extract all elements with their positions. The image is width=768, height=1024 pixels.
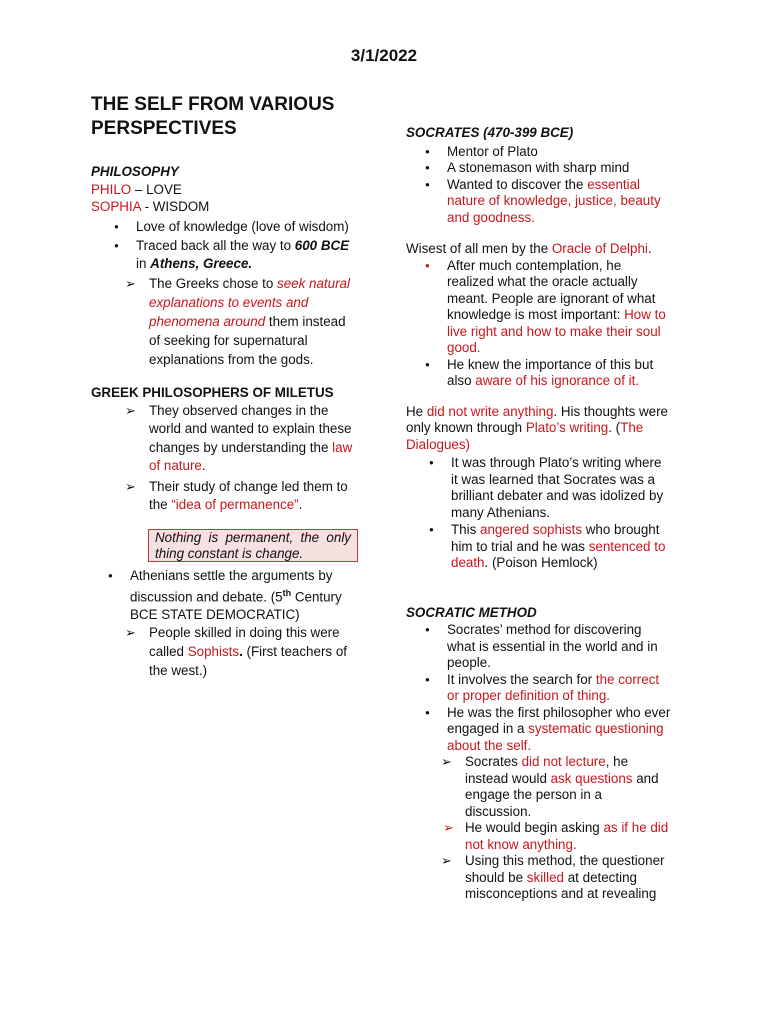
page-title [91, 93, 391, 141]
line: brilliant debater and was idolized by [451, 488, 664, 503]
text-run: as if he did [603, 820, 669, 835]
list-item [447, 258, 691, 357]
text-run: called [149, 644, 188, 660]
text-run: Traced back all the way to [136, 238, 295, 253]
line: engage the person in a [465, 787, 602, 802]
line [149, 642, 371, 661]
text-run: . [647, 241, 652, 256]
text-run: engaged in a [447, 721, 529, 736]
miletus-heading: GREEK PHILOSOPHERS OF MILETUS [91, 385, 334, 400]
list-item [130, 567, 371, 623]
text-run: phenomena around [149, 314, 266, 329]
athenians-list [130, 567, 371, 623]
line: discussion. [465, 803, 532, 819]
line [130, 585, 371, 606]
text-run: “idea of permanence” [171, 497, 299, 513]
text-run: angered sophists [480, 522, 583, 537]
text-run: , he [605, 754, 629, 769]
line [451, 539, 691, 556]
line [451, 555, 691, 572]
philosophy-heading: PHILOSOPHY [91, 164, 179, 179]
left-column [91, 163, 371, 680]
line: nature of knowledge, justice, beauty [447, 193, 661, 208]
text-run: . ( [608, 420, 621, 435]
text-run: 600 BCE [294, 238, 350, 253]
line [451, 522, 691, 539]
line [465, 754, 691, 771]
line [447, 373, 691, 390]
line [406, 420, 691, 437]
list-item [465, 754, 691, 820]
text-run: aware of his ignorance of it. [475, 373, 640, 388]
text-run: them instead [265, 314, 346, 329]
list-item [149, 623, 371, 680]
bullet-text [136, 255, 371, 273]
line: Dialogues) [406, 436, 471, 452]
text-run: skilled [526, 869, 565, 885]
text-run: This [451, 522, 481, 537]
line: ● After much contemplation, he [447, 257, 622, 273]
list-item [447, 705, 691, 755]
text-run: in [136, 255, 151, 271]
line: not know anything. [465, 836, 577, 852]
text-run: How to [624, 307, 666, 322]
list-item [447, 622, 691, 672]
line [465, 820, 691, 837]
title-line-2: PERSPECTIVES [91, 118, 237, 139]
miletus-sublist [149, 402, 371, 516]
list-item [136, 237, 371, 272]
list-item [149, 274, 371, 369]
line: ➢ People skilled in doing this were [149, 625, 340, 641]
text-run: Oracle of Delphi [551, 241, 648, 256]
socrates-heading: SOCRATES (470-399 BCE) [406, 125, 574, 140]
wisest-line [406, 240, 691, 258]
philo-meaning: – LOVE [131, 181, 182, 197]
line: ➢ Using this method, the questioner [465, 853, 665, 868]
text-run: Sophists [187, 644, 240, 660]
right-column [406, 124, 691, 903]
text-run: instead would [465, 770, 551, 786]
sophists-sublist [149, 623, 371, 680]
line: ● It was through Plato’s writing where [451, 455, 662, 470]
line [149, 496, 371, 515]
list-item [465, 820, 691, 853]
philo-definition [91, 181, 371, 199]
text-run: Wanted to discover the [447, 176, 588, 192]
text-run: who brought [582, 522, 660, 537]
superscript: th [282, 587, 292, 598]
list-item [451, 455, 691, 521]
text-run: of nature [149, 458, 202, 474]
text-run: systematic questioning [528, 721, 664, 736]
line: ● He was the first philosopher who ever [447, 704, 671, 720]
line: and goodness. [447, 209, 535, 225]
line [447, 307, 691, 324]
list-item [447, 144, 691, 161]
line [406, 404, 691, 421]
line: explanations from the gods. [149, 352, 314, 367]
text-run: him to trial and he was [451, 538, 589, 554]
list-item [465, 853, 691, 903]
text-run: did not lecture [521, 754, 606, 769]
line: ➢ Their study of change led them to [149, 478, 348, 494]
text-run: the [149, 497, 172, 513]
list-item [136, 218, 371, 236]
bullet-text: Mentor of Plato [447, 143, 538, 159]
method-sublist [465, 754, 691, 903]
line: ● Athenians settle the arguments by [130, 568, 333, 584]
text-run: did not write anything [426, 403, 554, 419]
greeks-sublist [149, 274, 371, 369]
text-run: sentenced to [588, 538, 666, 554]
line [465, 771, 691, 788]
line [149, 274, 371, 293]
line [149, 457, 371, 476]
line: realized what the oracle actually [447, 274, 638, 289]
text-run: He [406, 403, 427, 419]
bullet-text [136, 237, 371, 255]
socrates-bullets [447, 144, 691, 227]
line: of seeking for supernatural [149, 333, 308, 348]
line: BCE STATE DEMOCRATIC) [130, 606, 300, 622]
line: or proper definition of thing. [447, 688, 611, 703]
text-run: Wisest of all men by the [406, 241, 552, 256]
line [465, 870, 691, 887]
line [149, 439, 371, 458]
text-run: discussion and debate. (5 [130, 589, 283, 605]
text-run: The Greeks chose to [149, 276, 278, 291]
text-run: seek natural [277, 276, 350, 291]
line: people. [447, 655, 491, 670]
text-run: (First teachers of [242, 644, 347, 660]
wisest-bullets [447, 258, 691, 390]
writing-paragraph [406, 404, 691, 454]
document-date: 3/1/2022 [350, 46, 418, 65]
line [447, 721, 691, 738]
line: about the self. [447, 737, 532, 753]
text-run: also [447, 373, 476, 388]
plato-bullets [451, 455, 691, 572]
line [447, 177, 691, 194]
bullet-text: Love of knowledge (love of wisdom) [136, 218, 349, 234]
text-run: only known through [406, 420, 526, 435]
text-run: The [620, 420, 644, 435]
philo-word: PHILO [91, 181, 132, 197]
text-run: Athens, Greece. [150, 255, 253, 271]
line: ● Socrates’ method for discovering [447, 622, 642, 637]
list-item [149, 478, 371, 515]
line: good. [447, 340, 481, 355]
list-item [447, 672, 691, 705]
line: explanations to events and [149, 295, 309, 310]
socratic-method-heading: SOCRATIC METHOD [406, 604, 537, 620]
list-item [149, 402, 371, 476]
text-run: at detecting [564, 869, 637, 885]
list-item [447, 160, 691, 177]
line: meant. People are ignorant of what [447, 290, 656, 306]
text-run: should be [465, 869, 527, 885]
bullet-text: A stonemason with sharp mind [447, 160, 630, 175]
line: ➢ They observed changes in the [149, 402, 329, 418]
sophia-definition [91, 198, 371, 216]
text-run: Socrates [465, 754, 522, 769]
line [447, 672, 691, 689]
line: what is essential in the world and in [447, 638, 658, 654]
text-run: and [632, 770, 659, 786]
line: live right and how to make their soul [447, 323, 661, 339]
text-run: . His thoughts were [553, 403, 669, 419]
title-line-1: THE SELF FROM VARIOUS [91, 94, 335, 115]
text-run: . [201, 458, 206, 474]
quote-box: Nothing is permanent, the only thing constant is change. [148, 529, 358, 562]
text-run: essential [587, 176, 641, 192]
text-run: It involves the search for [447, 671, 596, 687]
text-run: Century [291, 589, 342, 605]
philosophy-bullets [136, 218, 371, 273]
line: the west.) [149, 663, 208, 679]
text-run: He would begin asking [465, 820, 604, 835]
line: it was learned that Socrates was a [451, 471, 655, 487]
text-run: . [298, 497, 303, 513]
line [149, 312, 371, 331]
text-run: . (Poison Hemlock) [484, 555, 598, 570]
list-item [447, 357, 691, 390]
text-run: law [332, 439, 353, 455]
line: world and wanted to explain these [149, 421, 352, 437]
line: ● He knew the importance of this but [447, 356, 654, 372]
list-item [451, 522, 691, 572]
text-run: . [239, 644, 243, 660]
line: many Athenians. [451, 504, 551, 520]
line: misconceptions and at revealing [465, 886, 657, 901]
sophia-meaning: - WISDOM [140, 199, 210, 214]
text-run: ask questions [550, 770, 633, 786]
sophia-word: SOPHIA [91, 199, 141, 214]
text-run: changes by understanding the [149, 439, 333, 455]
text-run: Plato’s writing [525, 420, 609, 435]
text-run: the correct [595, 671, 660, 687]
text-run: knowledge is most important: [447, 307, 625, 322]
text-run: death [451, 555, 485, 570]
method-bullets [447, 622, 691, 754]
list-item [447, 177, 691, 227]
